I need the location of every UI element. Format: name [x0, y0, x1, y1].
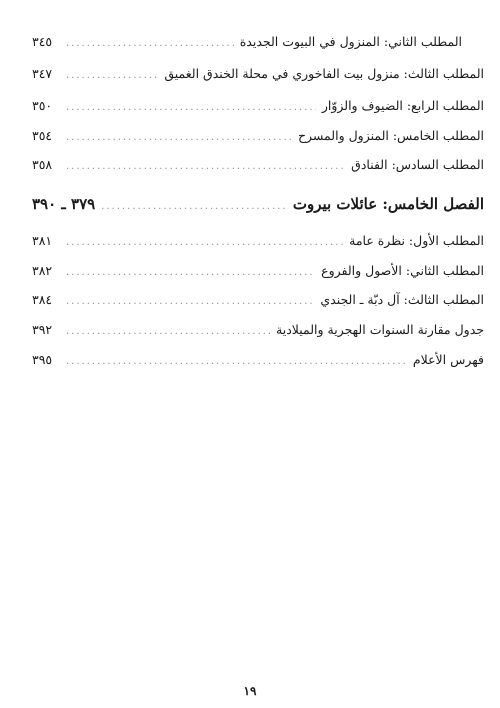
- toc-entry-page: ٣٩٥: [32, 352, 53, 367]
- toc-entry-title: جدول مقارنة السنوات الهجرية والميلادية: [276, 322, 484, 337]
- toc-entry-page: ٣٤٥: [32, 34, 53, 49]
- toc-entry: [32, 66, 484, 81]
- toc-entry-title: المطلب الثاني: الأصول والفروع: [321, 263, 484, 278]
- toc-entry: [32, 352, 484, 367]
- toc-dot-leader: [101, 201, 287, 212]
- toc-entry-title: المطلب الخامس: المنزول والمسرح: [297, 128, 484, 143]
- toc-entry-page: ٣٥٤: [32, 128, 53, 143]
- toc-entry: [32, 292, 484, 307]
- toc-entry: [32, 128, 484, 143]
- toc-entry-title: المطلب الأول: نظرة عامة: [349, 233, 484, 248]
- toc-dot-leader: [66, 70, 158, 81]
- toc-entry-page: ٣٥٨: [32, 157, 53, 172]
- toc-dot-leader: [66, 356, 407, 367]
- toc-dot-leader: [66, 132, 292, 143]
- toc-entry-title: المطلب الثالث: منزول بيت الفاخوري في محلة الخندق الغميق: [164, 66, 484, 81]
- toc-entry-title: المطلب الرابع: الضيوف والزوّار: [321, 98, 484, 113]
- toc-entry-title: فهرس الأعلام: [412, 352, 484, 367]
- toc-dot-leader: [66, 237, 343, 248]
- toc-entry: [32, 322, 484, 337]
- toc-dot-leader: [66, 102, 316, 113]
- toc-entry: [32, 263, 484, 278]
- toc-entry: [32, 233, 484, 248]
- toc-chapter-page-range: ٣٧٩ ـ ٣٩٠: [32, 195, 96, 213]
- toc-entry-page: ٣٥٠: [32, 98, 53, 113]
- page-number-footer: ١٩: [243, 684, 257, 698]
- toc-dot-leader: [66, 296, 314, 307]
- toc-dot-leader: [66, 38, 234, 49]
- toc-entry-page: ٣٨٤: [32, 292, 53, 307]
- toc-entry-page: ٣٤٧: [32, 66, 53, 81]
- toc-entry-page: ٣٨١: [32, 233, 53, 248]
- toc-dot-leader: [66, 267, 315, 278]
- toc-entry: [32, 98, 484, 113]
- toc-entry-page: ٣٨٢: [32, 263, 53, 278]
- toc-entry-page: ٣٩٢: [32, 322, 53, 337]
- toc-chapter-title: الفصل الخامس: عائلات بيروت: [292, 195, 484, 213]
- toc-entry-title: المطلب الثالث: آل دبّة ـ الجندي: [320, 292, 484, 307]
- toc-entry: [32, 157, 484, 172]
- toc-dot-leader: [66, 326, 270, 337]
- toc-entry: [32, 34, 484, 49]
- toc-entry-title: المطلب الثاني: المنزول في البيوت الجديدة: [239, 34, 462, 49]
- toc-entry-title: المطلب السادس: الفنادق: [351, 157, 484, 172]
- toc-chapter-entry: [32, 195, 484, 213]
- toc-dot-leader: [66, 161, 345, 172]
